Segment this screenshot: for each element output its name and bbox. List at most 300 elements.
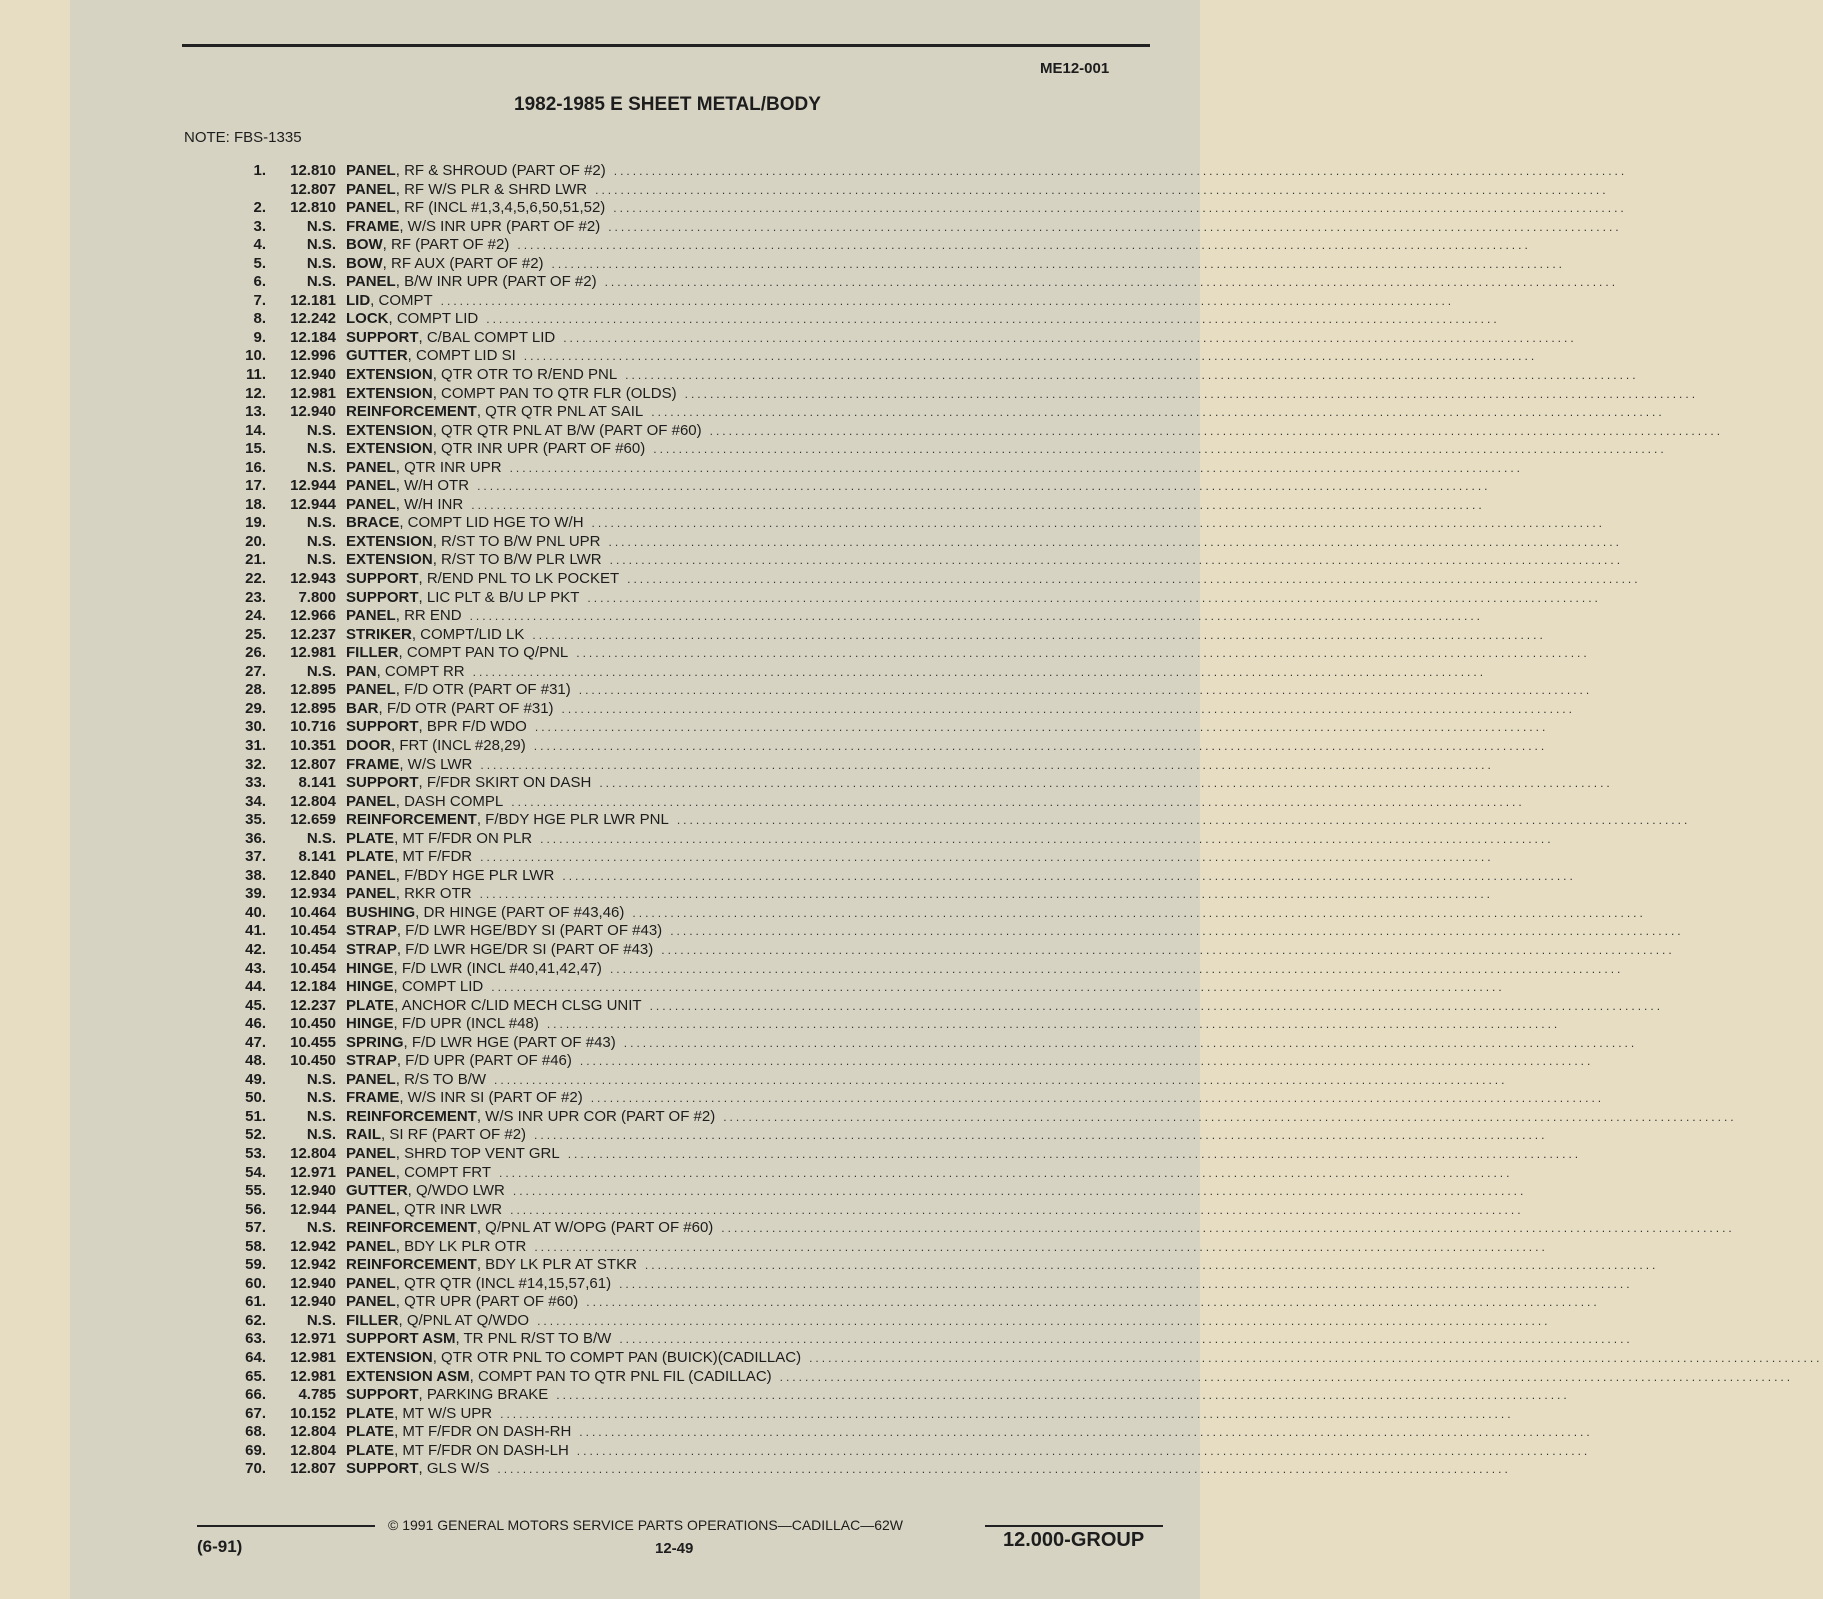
part-description: , Q/PNL AT W/OPG (PART OF #60)	[476, 1219, 714, 1237]
part-description: , W/H OTR	[395, 477, 470, 495]
part-row	[234, 273, 1619, 292]
part-description: , COMPT	[370, 291, 433, 309]
part-name: PANEL	[346, 866, 396, 884]
part-row	[234, 848, 1494, 867]
note: NOTE: FBS-1335	[184, 129, 302, 146]
part-group: 12.971	[290, 1163, 336, 1181]
part-number: 49.	[245, 1070, 266, 1088]
part-row	[234, 551, 1624, 570]
part-group: 10.454	[290, 922, 336, 940]
part-group: N.S.	[306, 236, 336, 254]
dot-leader: ................................................................................................................................................................	[613, 201, 1627, 216]
dot-leader: ................................................................................................................................................................	[472, 664, 1487, 679]
dot-leader: ................................................................................................................................................................	[511, 794, 1525, 809]
part-number: 67.	[245, 1404, 266, 1422]
dot-leader: ................................................................................................................................................................	[537, 1313, 1551, 1328]
dot-leader: ................................................................................................................................................................	[512, 1184, 1527, 1199]
part-description: , FRT (INCL #28,29)	[391, 736, 526, 754]
part-name: EXTENSION	[346, 440, 433, 458]
part-number: 54.	[245, 1163, 266, 1181]
dot-leader: ................................................................................................................................................................	[576, 1443, 1591, 1458]
part-group: N.S.	[306, 1126, 336, 1144]
part-row	[234, 1219, 1735, 1238]
part-number: 6.	[253, 273, 266, 291]
part-group: 10.454	[290, 959, 336, 977]
dot-leader: ................................................................................................................................................................	[480, 757, 1494, 772]
dot-leader: ................................................................................................................................................................	[499, 1165, 1513, 1180]
dot-leader: ................................................................................................................................................................	[517, 238, 1531, 253]
part-description: , F/D OTR (PART OF #31)	[395, 681, 571, 699]
dot-leader: ................................................................................................................................................................	[604, 275, 1619, 290]
dot-leader: ................................................................................................................................................................	[632, 905, 1646, 920]
part-name: BOW	[346, 254, 383, 272]
part-number: 45.	[245, 996, 266, 1014]
part-row	[234, 421, 1724, 441]
part-description: , QTR INR UPR (PART OF #60)	[432, 440, 646, 458]
part-row	[234, 180, 1609, 200]
part-description: , BPR F/D WDO	[418, 718, 527, 736]
part-number: 14.	[245, 421, 266, 439]
part-group: 10.716	[290, 718, 336, 736]
dot-leader: ................................................................................................................................................................	[723, 1109, 1737, 1124]
part-name: PLATE	[346, 848, 395, 866]
part-name: BAR	[346, 699, 379, 717]
part-name: PLATE	[346, 1423, 395, 1441]
part-description: , QTR INR UPR	[395, 458, 502, 476]
part-row	[234, 291, 1455, 311]
part-number: 50.	[245, 1089, 266, 1107]
part-row	[234, 532, 1622, 552]
part-group: 12.934	[290, 885, 336, 903]
part-name: REINFORCEMENT	[346, 1219, 477, 1237]
part-name: EXTENSION	[346, 1349, 433, 1366]
part-description: , F/BDY HGE PLR LWR PNL	[476, 811, 669, 829]
part-number: 35.	[245, 811, 266, 829]
part-description: , ANCHOR C/LID MECH CLSG UNIT	[394, 996, 642, 1014]
part-group: N.S.	[306, 1311, 336, 1329]
part-row	[234, 588, 1601, 608]
part-group: 10.450	[290, 1052, 336, 1070]
part-number: 32.	[245, 755, 266, 773]
part-number: 63.	[245, 1330, 266, 1348]
part-description: , F/D LWR HGE (PART OF #43)	[403, 1033, 616, 1051]
part-description: , W/S INR SI (PART OF #2)	[399, 1089, 583, 1107]
part-group: 4.785	[298, 1386, 336, 1404]
part-group: N.S.	[306, 254, 336, 272]
part-description: , RF (INCL #1,3,4,5,6,50,51,52)	[395, 199, 606, 217]
dot-leader: ................................................................................................................................................................	[567, 1146, 1582, 1161]
part-row	[234, 978, 1505, 997]
dot-leader: ................................................................................................................................................................	[619, 1332, 1633, 1347]
part-name: GUTTER	[346, 347, 408, 365]
part-row	[234, 922, 1684, 941]
part-number: 52.	[245, 1126, 266, 1144]
part-name: LOCK	[346, 310, 389, 328]
part-group: N.S.	[306, 1070, 336, 1088]
part-name: PANEL	[346, 458, 396, 476]
dot-leader: ................................................................................................................................................................	[534, 720, 1549, 735]
part-number: 24.	[245, 607, 266, 625]
part-name: EXTENSION ASM	[346, 1367, 470, 1385]
part-row	[234, 1274, 1633, 1294]
part-description: , COMPT RR	[376, 662, 465, 680]
part-description: , SHRD TOP VENT GRL	[395, 1144, 560, 1162]
dot-leader: ................................................................................................................................................................	[676, 813, 1691, 828]
part-description: , W/S INR UPR COR (PART OF #2)	[476, 1107, 716, 1125]
dot-leader: ................................................................................................................................................................	[578, 683, 1593, 698]
part-group: 10.450	[290, 1015, 336, 1033]
dot-leader: ................................................................................................................................................................	[644, 1258, 1659, 1273]
part-name: BUSHING	[346, 903, 416, 921]
part-name: EXTENSION	[346, 532, 433, 550]
part-number: 34.	[245, 792, 266, 810]
part-number: 22.	[245, 570, 266, 588]
part-row	[234, 1330, 1633, 1349]
dot-leader: ................................................................................................................................................................	[586, 1295, 1600, 1310]
part-name: PANEL	[346, 1200, 396, 1218]
part-name: SUPPORT	[346, 774, 419, 792]
part-row	[234, 774, 1613, 793]
part-number: 57.	[245, 1219, 266, 1237]
part-group: 12.804	[290, 1441, 336, 1459]
part-group: 12.940	[290, 1293, 336, 1311]
part-name: PANEL	[346, 607, 396, 625]
part-description: , BDY LK PLR AT STKR	[476, 1256, 637, 1274]
part-number: 27.	[245, 662, 266, 680]
document-code: ME12-001	[1040, 60, 1110, 77]
part-group: 12.840	[290, 866, 336, 884]
part-number: 28.	[245, 681, 266, 699]
part-description: , RF & SHROUD (PART OF #2)	[395, 162, 606, 179]
part-number: 47.	[245, 1033, 266, 1051]
part-description: , RF (PART OF #2)	[382, 236, 510, 254]
part-description: , F/BDY HGE PLR LWR	[395, 866, 555, 884]
part-row	[234, 310, 1500, 329]
part-description: , MT F/FDR ON PLR	[394, 829, 533, 847]
part-description: , GLS W/S	[418, 1460, 490, 1478]
part-description: , QTR QTR PNL AT SAIL	[476, 403, 644, 421]
part-group: 12.971	[290, 1330, 336, 1348]
part-number: 60.	[245, 1274, 266, 1292]
part-group: 12.807	[290, 755, 336, 773]
dot-leader: ................................................................................................................................................................	[523, 349, 1538, 364]
dot-leader: ................................................................................................................................................................	[623, 1035, 1638, 1050]
part-row	[234, 514, 1605, 533]
part-group: N.S.	[306, 440, 336, 458]
part-number: 29.	[245, 699, 266, 717]
part-number: 16.	[245, 458, 266, 476]
dot-leader: ................................................................................................................................................................	[608, 534, 1622, 549]
part-number: 59.	[245, 1256, 266, 1274]
part-row	[234, 811, 1691, 830]
part-description: , TR PNL R/ST TO B/W	[455, 1330, 612, 1348]
part-group: N.S.	[306, 217, 336, 235]
part-row	[234, 1070, 1508, 1090]
dot-leader: ................................................................................................................................................................	[579, 1425, 1593, 1440]
part-number: 53.	[245, 1144, 266, 1162]
part-description: , F/D OTR (PART OF #31)	[378, 699, 554, 717]
part-row	[234, 570, 1641, 589]
part-name: FILLER	[346, 1311, 399, 1329]
part-row	[234, 792, 1525, 812]
part-name: EXTENSION	[346, 421, 433, 439]
part-row	[234, 477, 1491, 496]
part-description: , F/D UPR (INCL #48)	[393, 1015, 539, 1033]
part-name: PANEL	[346, 1237, 396, 1255]
part-name: STRAP	[346, 1052, 397, 1070]
footer-rule-left	[197, 1525, 375, 1527]
part-row	[234, 1386, 1570, 1405]
part-name: REINFORCEMENT	[346, 403, 477, 421]
part-description: , COMPT LID	[388, 310, 479, 328]
part-number: 42.	[245, 940, 266, 958]
part-group: 7.800	[298, 588, 336, 606]
part-row	[234, 1163, 1513, 1183]
part-number: 41.	[245, 922, 266, 940]
part-group: N.S.	[306, 551, 336, 569]
part-group: N.S.	[306, 532, 336, 550]
part-number: 20.	[245, 532, 266, 550]
part-row	[234, 1033, 1638, 1053]
part-number: 4.	[253, 236, 266, 254]
part-description: , W/S INR UPR (PART OF #2)	[399, 217, 601, 235]
dot-leader: ................................................................................................................................................................	[627, 572, 1641, 587]
part-name: HINGE	[346, 1015, 394, 1033]
part-group: N.S.	[306, 1107, 336, 1125]
part-name: REINFORCEMENT	[346, 1107, 477, 1125]
dot-leader: ................................................................................................................................................................	[576, 646, 1590, 661]
part-name: STRAP	[346, 922, 397, 940]
dot-leader: ................................................................................................................................................................	[619, 1276, 1633, 1291]
part-number: 68.	[245, 1423, 266, 1441]
part-description: , MT W/S UPR	[394, 1404, 493, 1422]
part-name: EXTENSION	[346, 366, 433, 384]
part-group: 12.940	[290, 403, 336, 421]
dot-leader: ................................................................................................................................................................	[556, 1388, 1570, 1403]
part-number: 9.	[253, 328, 266, 346]
part-group: N.S.	[306, 1219, 336, 1237]
part-description: , Q/PNL AT Q/WDO	[398, 1311, 530, 1329]
dot-leader: ................................................................................................................................................................	[587, 590, 1601, 605]
part-group: 12.184	[290, 978, 336, 996]
part-number: 46.	[245, 1015, 266, 1033]
part-row	[234, 1182, 1527, 1201]
part-description: , RKR OTR	[395, 885, 472, 903]
part-group: 12.940	[290, 366, 336, 384]
part-row	[234, 1349, 1823, 1368]
part-number: 38.	[245, 866, 266, 884]
part-number: 17.	[245, 477, 266, 495]
part-group: 12.807	[290, 1460, 336, 1478]
part-description: , MT F/FDR	[394, 848, 473, 866]
part-number: 66.	[245, 1386, 266, 1404]
dot-leader: ................................................................................................................................................................	[563, 330, 1577, 345]
part-name: PANEL	[346, 162, 396, 179]
part-number: 19.	[245, 514, 266, 532]
part-description: , F/D UPR (PART OF #46)	[396, 1052, 572, 1070]
part-name: HINGE	[346, 959, 394, 977]
part-name: PANEL	[346, 180, 396, 198]
part-row	[234, 1107, 1737, 1127]
dot-leader: ................................................................................................................................................................	[491, 980, 1505, 995]
dot-leader: ................................................................................................................................................................	[497, 1462, 1511, 1477]
dot-leader: ................................................................................................................................................................	[709, 423, 1724, 438]
part-row	[234, 1126, 1548, 1145]
part-number: 64.	[245, 1349, 266, 1366]
part-number: 62.	[245, 1311, 266, 1329]
part-number: 33.	[245, 774, 266, 792]
part-description: , B/W INR UPR (PART OF #2)	[395, 273, 597, 291]
part-group: 12.996	[290, 347, 336, 365]
copyright-line: © 1991 GENERAL MOTORS SERVICE PARTS OPERATIONS—CADILLAC—62W	[388, 1517, 903, 1533]
part-number: 40.	[245, 903, 266, 921]
part-group: 12.810	[290, 162, 336, 179]
part-number: 10.	[245, 347, 266, 365]
part-group: 10.464	[290, 903, 336, 921]
part-group: N.S.	[306, 458, 336, 476]
dot-leader: ................................................................................................................................................................	[613, 164, 1628, 178]
part-row	[234, 1256, 1659, 1275]
part-group: 10.351	[290, 736, 336, 754]
parts-list	[234, 162, 1823, 1479]
part-row	[234, 495, 1485, 515]
dot-leader: ................................................................................................................................................................	[561, 701, 1575, 716]
part-description: , QTR INR LWR	[395, 1200, 503, 1218]
dot-leader: ................................................................................................................................................................	[661, 942, 1675, 957]
part-row	[234, 866, 1576, 886]
part-name: PLATE	[346, 996, 395, 1014]
part-name: PLATE	[346, 1404, 395, 1422]
part-group: N.S.	[306, 421, 336, 439]
part-description: , F/FDR SKIRT ON DASH	[418, 774, 592, 792]
part-number: 2.	[253, 199, 266, 217]
part-description: , COMPT/LID LK	[411, 625, 525, 643]
part-row	[234, 699, 1575, 719]
part-number: 69.	[245, 1441, 266, 1459]
part-description: , COMPT PAN TO QTR PNL FIL (CADILLAC)	[469, 1367, 772, 1385]
part-row	[234, 254, 1565, 274]
part-row	[234, 217, 1622, 237]
part-number: 48.	[245, 1052, 266, 1070]
part-group: 12.943	[290, 570, 336, 588]
part-number: 65.	[245, 1367, 266, 1385]
part-name: PANEL	[346, 273, 396, 291]
part-number: 21.	[245, 551, 266, 569]
top-rule	[182, 44, 1150, 47]
part-group: N.S.	[306, 273, 336, 291]
part-name: BRACE	[346, 514, 400, 532]
part-number: 8.	[253, 310, 266, 328]
part-description: , COMPT PAN TO QTR FLR (OLDS)	[432, 384, 677, 402]
part-row	[234, 384, 1699, 404]
dot-leader: ................................................................................................................................................................	[809, 1351, 1823, 1365]
part-number: 36.	[245, 829, 266, 847]
dot-leader: ................................................................................................................................................................	[477, 479, 1491, 494]
dot-leader: ................................................................................................................................................................	[609, 553, 1624, 568]
part-group: 12.895	[290, 699, 336, 717]
part-number: 51.	[245, 1107, 266, 1125]
part-number: 3.	[253, 217, 266, 235]
part-group: 12.981	[290, 1367, 336, 1385]
part-row	[234, 755, 1494, 775]
part-number: 7.	[253, 291, 266, 309]
dot-leader: ................................................................................................................................................................	[479, 887, 1494, 902]
part-row	[234, 458, 1524, 478]
part-description: , MT F/FDR ON DASH-LH	[394, 1441, 569, 1459]
part-description: , R/ST TO B/W PNL UPR	[432, 532, 601, 550]
part-name: DOOR	[346, 736, 391, 754]
part-description: , BDY LK PLR OTR	[395, 1237, 527, 1255]
part-description: , Q/WDO LWR	[407, 1182, 505, 1200]
part-name: PANEL	[346, 1070, 396, 1088]
part-description: , RR END	[395, 607, 462, 625]
part-row	[234, 1237, 1548, 1257]
part-name: SUPPORT	[346, 1386, 419, 1404]
part-description: , COMPT LID HGE TO W/H	[399, 514, 584, 532]
dot-leader: ................................................................................................................................................................	[540, 831, 1554, 846]
part-description: , F/D LWR (INCL #40,41,42,47)	[393, 959, 602, 977]
part-row	[234, 403, 1665, 422]
dot-leader: ................................................................................................................................................................	[625, 368, 1639, 383]
dot-leader: ................................................................................................................................................................	[532, 627, 1546, 642]
part-row	[234, 959, 1624, 979]
dot-leader: ................................................................................................................................................................	[653, 442, 1667, 457]
part-row	[234, 1441, 1591, 1461]
dot-leader: ................................................................................................................................................................	[534, 1128, 1548, 1143]
dot-leader: ................................................................................................................................................................	[440, 293, 1455, 308]
part-description: , QTR QTR PNL AT B/W (PART OF #60)	[432, 421, 702, 439]
part-number: 31.	[245, 736, 266, 754]
part-description: , QTR OTR TO R/END PNL	[432, 366, 618, 384]
dot-leader: ................................................................................................................................................................	[590, 1091, 1605, 1106]
dot-leader: ................................................................................................................................................................	[608, 219, 1622, 234]
part-number: 5.	[253, 254, 266, 272]
dot-leader: ................................................................................................................................................................	[591, 516, 1605, 531]
part-description: , QTR UPR (PART OF #60)	[395, 1293, 579, 1311]
part-group: 10.454	[290, 940, 336, 958]
part-name: PANEL	[346, 199, 396, 217]
dot-leader: ................................................................................................................................................................	[500, 1406, 1514, 1421]
part-name: PLATE	[346, 829, 395, 847]
dot-leader: ................................................................................................................................................................	[551, 256, 1565, 271]
part-number: 18.	[245, 495, 266, 513]
part-number: 23.	[245, 588, 266, 606]
part-group: N.S.	[306, 662, 336, 680]
part-number: 37.	[245, 848, 266, 866]
part-row	[234, 885, 1494, 904]
part-number: 12.	[245, 384, 266, 402]
part-description: , R/S TO B/W	[395, 1070, 487, 1088]
dot-leader: ................................................................................................................................................................	[779, 1369, 1794, 1384]
dot-leader: ................................................................................................................................................................	[651, 405, 1665, 420]
part-group: 12.237	[290, 625, 336, 643]
part-group: 12.804	[290, 792, 336, 810]
part-description: , RF AUX (PART OF #2)	[382, 254, 544, 272]
part-number: 58.	[245, 1237, 266, 1255]
part-group: 8.141	[298, 848, 336, 866]
part-row	[234, 736, 1548, 756]
part-description: , COMPT PAN TO Q/PNL	[398, 644, 569, 662]
part-row	[234, 681, 1593, 700]
part-name: SPRING	[346, 1033, 404, 1051]
part-name: LID	[346, 291, 371, 309]
part-group: 12.942	[290, 1237, 336, 1255]
part-description: , R/END PNL TO LK POCKET	[418, 570, 620, 588]
dot-leader: ................................................................................................................................................................	[609, 961, 1624, 976]
part-name: PANEL	[346, 1144, 396, 1162]
part-description: , PARKING BRAKE	[418, 1386, 549, 1404]
part-name: SUPPORT	[346, 588, 419, 606]
